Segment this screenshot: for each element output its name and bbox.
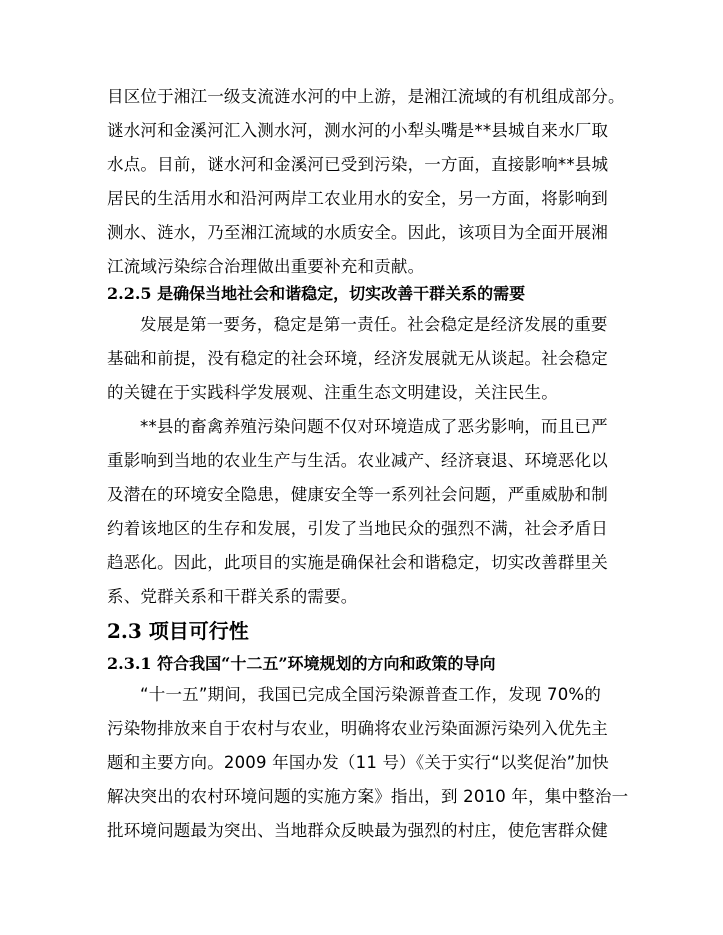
section-heading-2-3-1: 2.3.1 符合我国“十二五”环境规划的方向和政策的导向 xyxy=(107,654,496,673)
body-text-line: 江流域污染综合治理做出重要补充和贡献。 xyxy=(107,257,425,276)
body-text-line: 批环境问题最为突出、当地群众反映最为强烈的村庄，使危害群众健 xyxy=(107,821,608,840)
body-text-line: 趋恶化。因此，此项目的实施是确保社会和谐稳定，切实改善群里关 xyxy=(107,553,608,572)
body-text-line: 的关键在于实践科学发展观、注重生态文明建设，关注民生。 xyxy=(107,383,558,402)
body-text-line: 题和主要方向。2009 年国办发（11 号）《关于实行“以奖促治”加快 xyxy=(107,753,609,772)
body-text-line: 污染物排放来自于农村与农业，明确将农业污染面源污染列入优先主 xyxy=(107,719,608,738)
body-text-line: 发展是第一要务，稳定是第一责任。社会稳定是经济发展的重要 xyxy=(140,315,608,334)
body-text-line: 基础和前提，没有稳定的社会环境，经济发展就无从谈起。社会稳定 xyxy=(107,349,608,368)
body-text-line: 重影响到当地的农业生产与生活。农业减产、经济衰退、环境恶化以 xyxy=(107,451,608,470)
body-text-line: 目区位于湘江一级支流涟水河的中上游，是湘江流域的有机组成部分。 xyxy=(107,87,625,106)
body-text-line: “十一五”期间，我国已完成全国污染源普查工作，发现 70%的 xyxy=(140,685,602,704)
body-text-line: **县的畜禽养殖污染问题不仅对环境造成了恶劣影响，而且已严 xyxy=(140,417,608,436)
body-text-line: 解决突出的农村环境问题的实施方案》指出，到 2010 年，集中整治一 xyxy=(107,787,629,806)
body-text-line: 水点。目前，谜水河和金溪河已受到污染，一方面，直接影响**县城 xyxy=(107,155,609,174)
body-text-line: 测水、涟水，乃至湘江流域的水质安全。因此，该项目为全面开展湘 xyxy=(107,223,608,242)
section-heading-2-2-5: 2.2.5 是确保当地社会和谐稳定，切实改善干群关系的需要 xyxy=(107,284,526,303)
body-text-line: 谜水河和金溪河汇入测水河，测水河的小犁头嘴是**县城自来水厂取 xyxy=(107,121,609,140)
section-heading-2-3: 2.3 项目可行性 xyxy=(107,619,249,643)
body-text-line: 及潜在的环境安全隐患，健康安全等一系列社会问题，严重威胁和制 xyxy=(107,485,608,504)
body-text-line: 系、党群关系和干群关系的需要。 xyxy=(107,587,358,606)
body-text-line: 居民的生活用水和沿河两岸工农业用水的安全，另一方面，将影响到 xyxy=(107,189,608,208)
body-text-line: 约着该地区的生存和发展，引发了当地民众的强烈不满，社会矛盾日 xyxy=(107,519,608,538)
